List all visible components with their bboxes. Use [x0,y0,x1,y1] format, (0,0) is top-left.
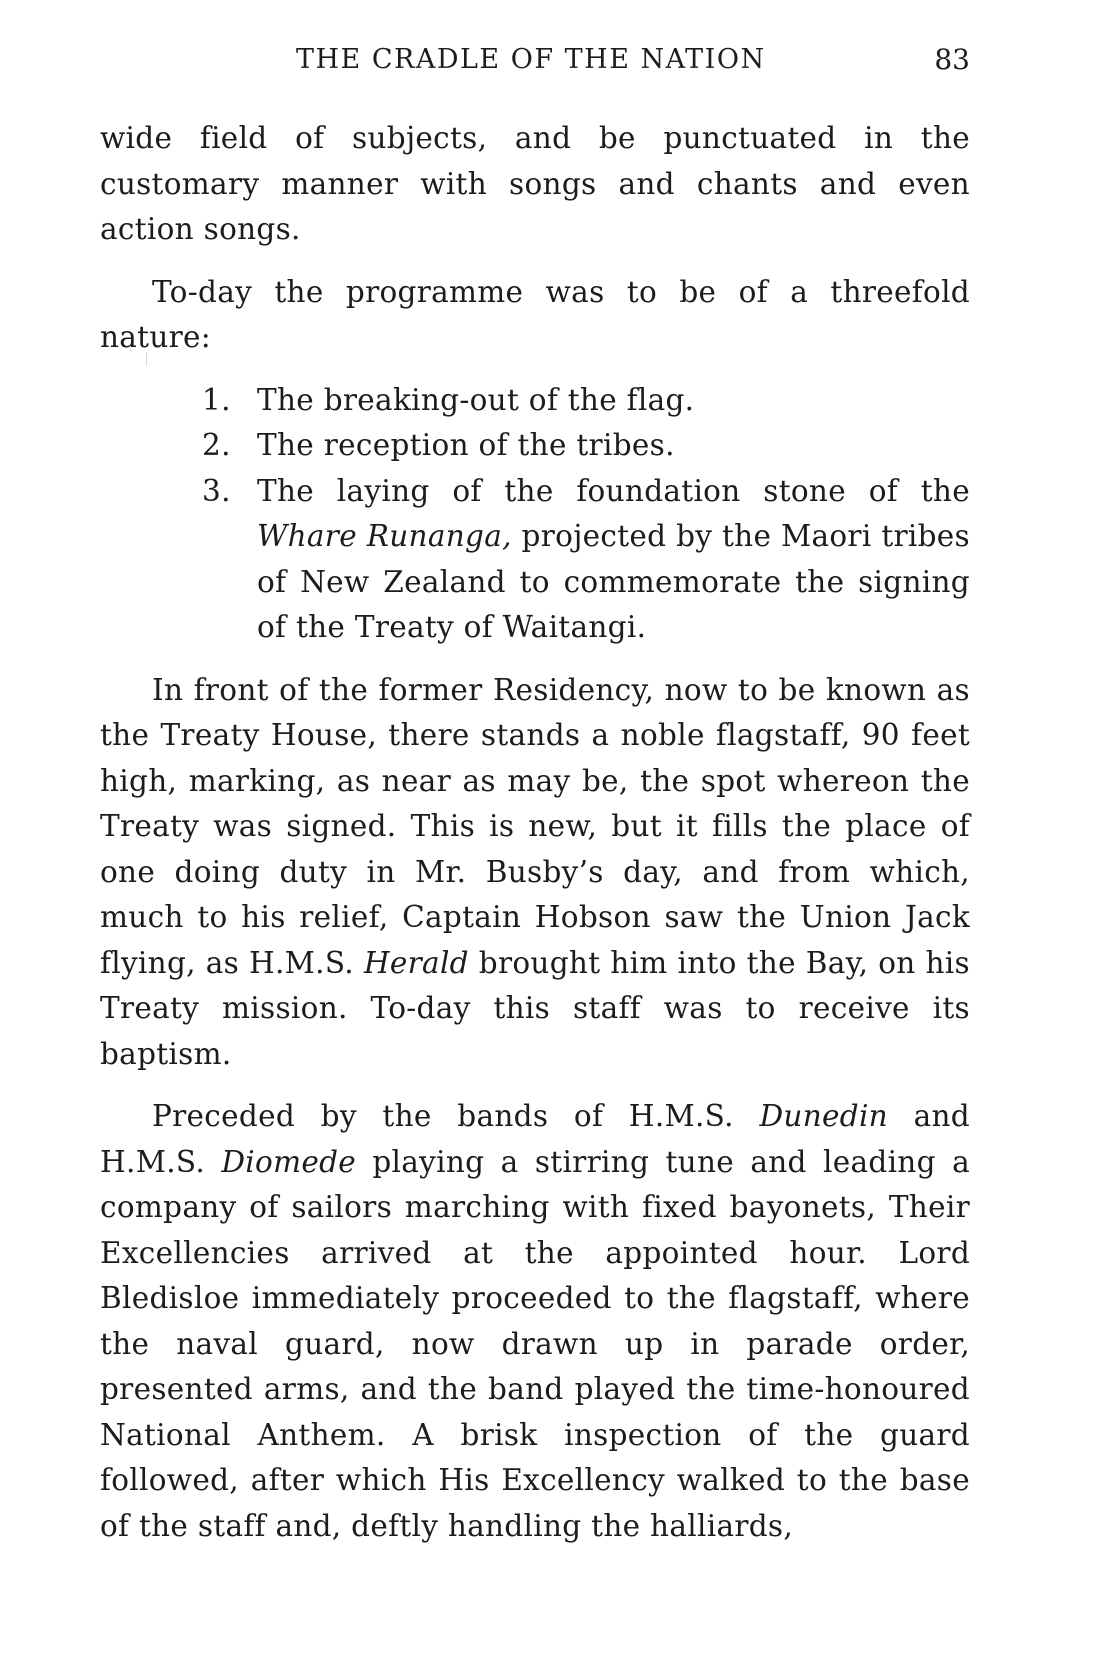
ship-name: Dunedin [759,1099,888,1133]
text-run: brought him into the Bay, on his Treaty mission. To-day this staff was to receive its baptism. [100,945,970,1071]
page-number: 83 [934,43,970,76]
list-item [100,469,970,651]
list-text-part: projected by the Maori tribes of New Zealand to commemorate the signing of the Treaty of Waitangi. [257,519,970,644]
programme-list [100,378,970,651]
italic-term: Whare Runanga, [257,519,512,553]
list-text-part: The laying of the foundation stone of the [257,473,970,508]
list-number: 1. [202,382,231,417]
list-text: The breaking-out of the flag. [257,382,695,417]
running-head [100,40,970,80]
running-title: THE CRADLE OF THE NATION [296,44,766,75]
text-run: Preceded by the bands of H.M.S. [152,1099,760,1133]
paragraph-programme: To-day the programme was to be of a threefold nature: [100,274,970,354]
text-run: playing a stirring tune and leading a company of sailors marching with fixed bayonets, Their Excellencies arrived at the appointed hour. Lord Bledisloe immediately proceeded to the flagstaff, where the naval guard, now drawn up in parade order, presented arms, and the band played the time-honoured National Anthem. A brisk inspection of the guard followed, after which His Excellency walked to the base of the staff and, deftly handling the halliards, [100,1144,970,1543]
text-run: and H.M.S. [100,1099,970,1179]
paragraph-ceremony [100,1094,970,1549]
paragraph-flagstaff [100,668,970,1078]
body-text [100,116,970,1566]
list-text [257,474,970,645]
list-number: 2. [202,428,231,462]
paragraph-continuation: wide field of subjects, and be punctuated in the customary manner with songs and chants and even action songs. [100,121,970,246]
list-item [100,423,970,469]
ship-name: Herald [363,945,469,980]
ship-name: Diomede [221,1144,357,1179]
list-text: The reception of the tribes. [257,428,675,462]
book-page [100,0,970,1675]
text-run: In front of the former Residency, now to be known as the Treaty House, there stands a noble flagstaff, 90 feet high, marking, as near as may be, the spot whereon the Treaty was signed. This is new, but it fills the place of one doing duty in Mr. Busby’s day, and from which, much to his relief, Captain Hobson saw the Union Jack flying, as H.M.S. [100,672,970,980]
list-number: 3. [202,473,231,508]
list-item [100,378,970,424]
